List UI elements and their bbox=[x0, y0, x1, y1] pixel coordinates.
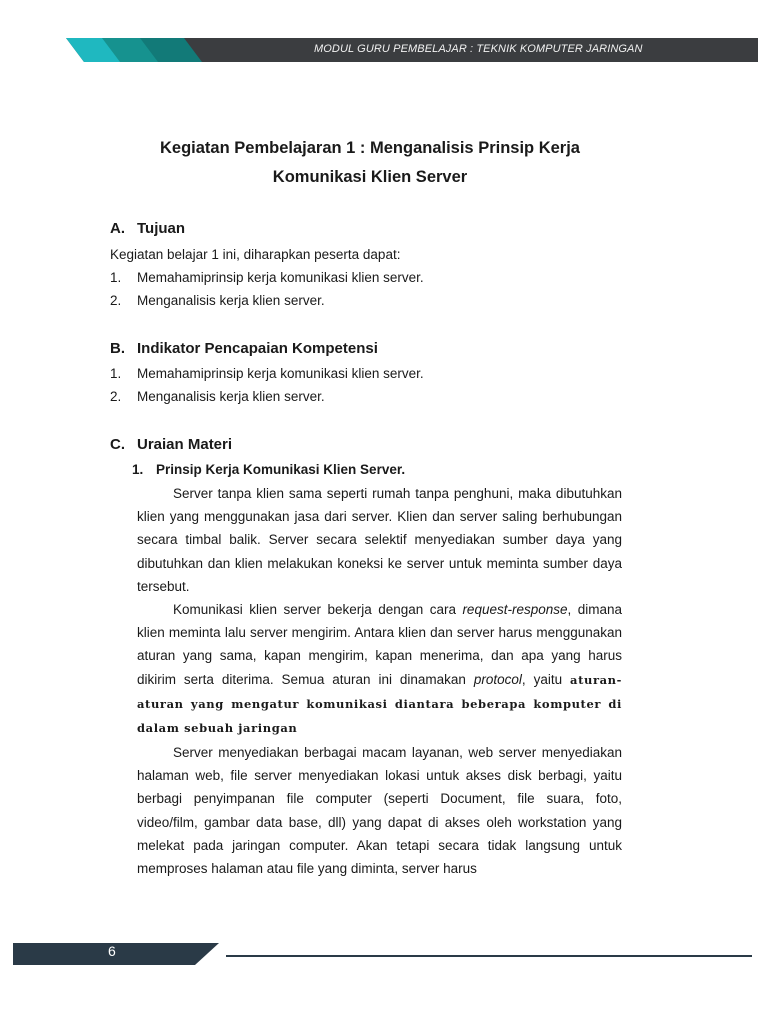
list-text: Memahamiprinsip kerja komunikasi klien server. bbox=[137, 366, 424, 381]
section-heading-indikator bbox=[110, 340, 378, 357]
subsection-title: Prinsip Kerja Komunikasi Klien Server. bbox=[156, 462, 406, 477]
list-item bbox=[110, 293, 325, 308]
subsection-number: 1. bbox=[132, 462, 144, 477]
section-letter: C. bbox=[110, 436, 125, 453]
definition-text: aturan-aturan yang mengatur komunikasi diantara beberapa komputer di dalam sebuah jaringan bbox=[137, 672, 622, 736]
paragraph-text: Komunikasi klien server bekerja dengan cara bbox=[173, 602, 463, 617]
section-heading-tujuan bbox=[110, 220, 185, 237]
footer-tab bbox=[13, 943, 219, 965]
section-title: Tujuan bbox=[137, 220, 186, 237]
section-title: Uraian Materi bbox=[137, 436, 233, 453]
list-item bbox=[110, 389, 325, 404]
subsection-heading bbox=[132, 462, 405, 477]
page-number: 6 bbox=[108, 943, 116, 959]
section-heading-uraian bbox=[110, 436, 232, 453]
paragraph bbox=[137, 741, 622, 880]
page-header-band bbox=[66, 38, 758, 62]
footer-rule bbox=[226, 955, 752, 957]
paragraph bbox=[137, 482, 622, 598]
paragraph-text: Server menyediakan berbagai macam layanan, web server menyediakan halaman web, file server menyediakan lokasi untuk akses disk berbagi, yaitu berbagi penyimpanan file computer (seperti Document, file suara, foto, video/film, gambar data base, dll) yang dapat di akses oleh workstation yang melekat pada jaringan computer. Akan tetapi secara tidak langsung untuk memproses halaman atau file yang diminta, server harus bbox=[137, 745, 622, 877]
page-title-line-1: Kegiatan Pembelajaran 1 : Menganalisis Prinsip Kerja bbox=[160, 139, 580, 157]
section-intro: Kegiatan belajar 1 ini, diharapkan peserta dapat: bbox=[110, 247, 401, 262]
list-number: 2. bbox=[110, 389, 122, 404]
paragraph-text: , dimana klien meminta lalu server mengirim. Antara klien dan server harus menggunakan aturan yang sama, kapan mengirim, kapan menerima, dan apa yang harus dikirim serta diterima. Semua aturan ini dinamakan bbox=[137, 602, 622, 687]
paragraph-text: , yaitu bbox=[521, 671, 571, 687]
page-title-line-2: Komunikasi Klien Server bbox=[272, 168, 468, 186]
list-number: 1. bbox=[110, 270, 122, 285]
list-number: 1. bbox=[110, 366, 122, 381]
list-item bbox=[110, 270, 424, 285]
section-letter: B. bbox=[110, 340, 125, 357]
italic-term: request-response bbox=[462, 602, 568, 617]
list-text: Menganalisis kerja klien server. bbox=[137, 389, 325, 404]
list-number: 2. bbox=[110, 293, 122, 308]
list-text: Menganalisis kerja klien server. bbox=[137, 293, 325, 308]
list-text: Memahamiprinsip kerja komunikasi klien server. bbox=[137, 270, 424, 285]
header-title: MODUL GURU PEMBELAJAR : TEKNIK KOMPUTER JARINGAN bbox=[314, 43, 643, 55]
italic-term: protocol bbox=[473, 671, 522, 687]
paragraph-text: Server tanpa klien sama seperti rumah tanpa penghuni, maka dibutuhkan klien yang menggunakan jasa dari server. Klien dan server saling berhubungan secara timbal balik. Server secara selektif menyediakan sumber daya yang dibutuhkan dan klien melakukan koneksi ke server untuk meminta sumber daya tersebut. bbox=[137, 486, 622, 594]
section-title: Indikator Pencapaian Kompetensi bbox=[137, 340, 378, 357]
paragraph bbox=[137, 598, 622, 740]
section-letter: A. bbox=[110, 220, 125, 237]
list-item bbox=[110, 366, 424, 381]
